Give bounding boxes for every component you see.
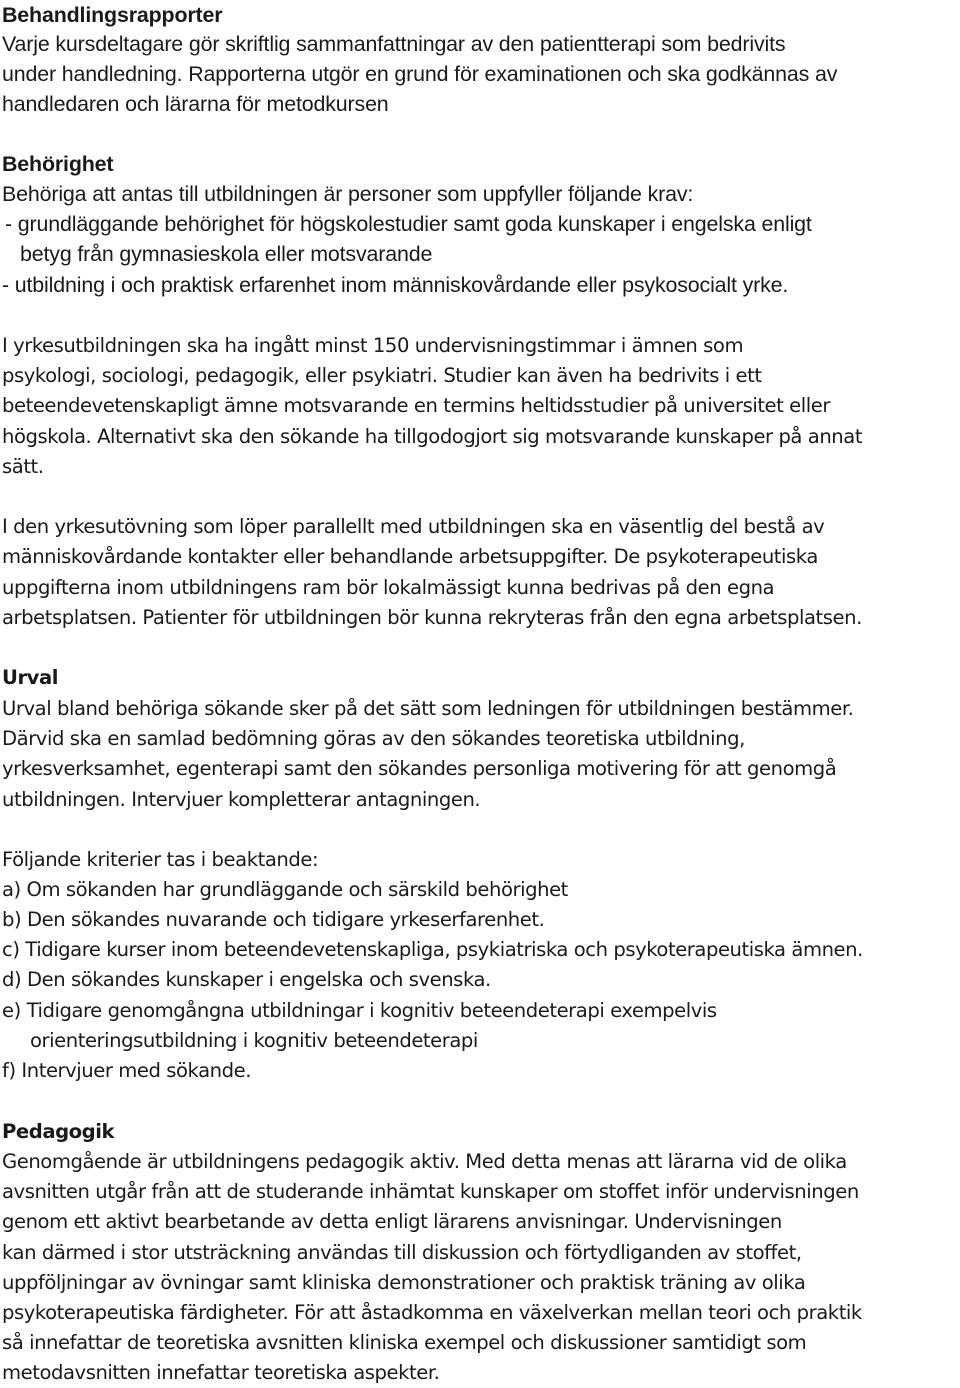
paragraph-line: beteendevetenskapligt ämne motsvarande en termins heltidsstudier på universitet eller: [2, 394, 830, 417]
paragraph-line: högskola. Alternativt ska den sökande ha tillgodogjort sig motsvarande kunskaper på annat: [2, 425, 863, 448]
paragraph-line: metodavsnitten innefattar teoretiska aspekter.: [2, 1361, 440, 1384]
paragraph-line: genom ett aktivt bearbetande av detta enligt lärarens anvisningar. Undervisningen: [2, 1210, 782, 1233]
requirement-item: - grundläggande behörighet för högskolestudier samt goda kunskaper i engelska enligt: [5, 212, 812, 236]
paragraph-line: Urval bland behöriga sökande sker på det sätt som ledningen för utbildningen bestämmer.: [2, 697, 854, 720]
section-heading-pedagogik: Pedagogik: [2, 1120, 115, 1143]
paragraph-line: Genomgående är utbildningens pedagogik aktiv. Med detta menas att lärarna vid de olika: [2, 1150, 847, 1173]
paragraph-line: I den yrkesutövning som löper parallellt med utbildningen ska en väsentlig del bestå av: [2, 515, 825, 538]
criteria-item: c) Tidigare kurser inom beteendevetenskapliga, psykiatriska och psykoterapeutiska ämnen.: [2, 938, 863, 961]
paragraph-line: så innefattar de teoretiska avsnitten kliniska exempel och diskussioner samtidigt som: [2, 1331, 807, 1354]
paragraph-line: sätt.: [2, 455, 44, 478]
paragraph-line: Varje kursdeltagare gör skriftlig sammanfattningar av den patientterapi som bedrivits: [2, 32, 786, 56]
requirement-item-continuation: betyg från gymnasieskola eller motsvarande: [20, 242, 433, 266]
paragraph-line: yrkesverksamhet, egenterapi samt den sökandes personliga motivering för att genomgå: [2, 757, 837, 780]
criteria-intro: Följande kriterier tas i beaktande:: [2, 848, 319, 871]
requirement-item: - utbildning i och praktisk erfarenhet inom människovårdande eller psykosocialt yrke.: [2, 273, 789, 297]
criteria-item: e) Tidigare genomgångna utbildningar i kognitiv beteendeterapi exempelvis: [2, 999, 717, 1022]
paragraph-line: psykoterapeutiska färdigheter. För att åstadkomma en växelverkan mellan teori och praktik: [2, 1301, 862, 1324]
section-heading-urval: Urval: [2, 666, 59, 689]
paragraph-line: avsnitten utgår från att de studerande inhämtat kunskaper om stoffet inför undervisningen: [2, 1180, 859, 1203]
paragraph-line: arbetsplatsen. Patienter för utbildningen bör kunna rekryteras från den egna arbetsplatsen.: [2, 606, 862, 629]
section-heading-behorighet: Behörighet: [2, 152, 114, 176]
paragraph-line: uppföljningar av övningar samt kliniska demonstrationer och praktisk träning av olika: [2, 1271, 806, 1294]
paragraph-line: utbildningen. Intervjuer kompletterar antagningen.: [2, 788, 481, 811]
paragraph-line: människovårdande kontakter eller behandlande arbetsuppgifter. De psykoterapeutiska: [2, 545, 818, 568]
criteria-item: d) Den sökandes kunskaper i engelska och svenska.: [2, 968, 491, 991]
paragraph-line: under handledning. Rapporterna utgör en grund för examinationen och ska godkännas av: [2, 62, 838, 86]
paragraph-line: uppgifterna inom utbildningens ram bör lokalmässigt kunna bedrivas på den egna: [2, 576, 775, 599]
paragraph-line: psykologi, sociologi, pedagogik, eller psykiatri. Studier kan även ha bedrivits i ett: [2, 364, 762, 387]
criteria-item: a) Om sökanden har grundläggande och särskild behörighet: [2, 878, 568, 901]
criteria-item-continuation: orienteringsutbildning i kognitiv beteendeterapi: [30, 1029, 478, 1052]
paragraph-line: I yrkesutbildningen ska ha ingått minst 150 undervisningstimmar i ämnen som: [2, 334, 744, 357]
paragraph-line: Därvid ska en samlad bedömning göras av den sökandes teoretiska utbildning,: [2, 727, 745, 750]
section-heading-behandlingsrapporter: Behandlingsrapporter: [2, 3, 223, 27]
paragraph-line: kan därmed i stor utsträckning användas till diskussion och förtydliganden av stoffet,: [2, 1241, 802, 1264]
paragraph-line: handledaren och lärarna för metodkursen: [2, 92, 389, 116]
criteria-item: b) Den sökandes nuvarande och tidigare yrkeserfarenhet.: [2, 908, 545, 931]
paragraph-line: Behöriga att antas till utbildningen är personer som uppfyller följande krav:: [2, 182, 694, 206]
criteria-item: f) Intervjuer med sökande.: [2, 1059, 252, 1082]
